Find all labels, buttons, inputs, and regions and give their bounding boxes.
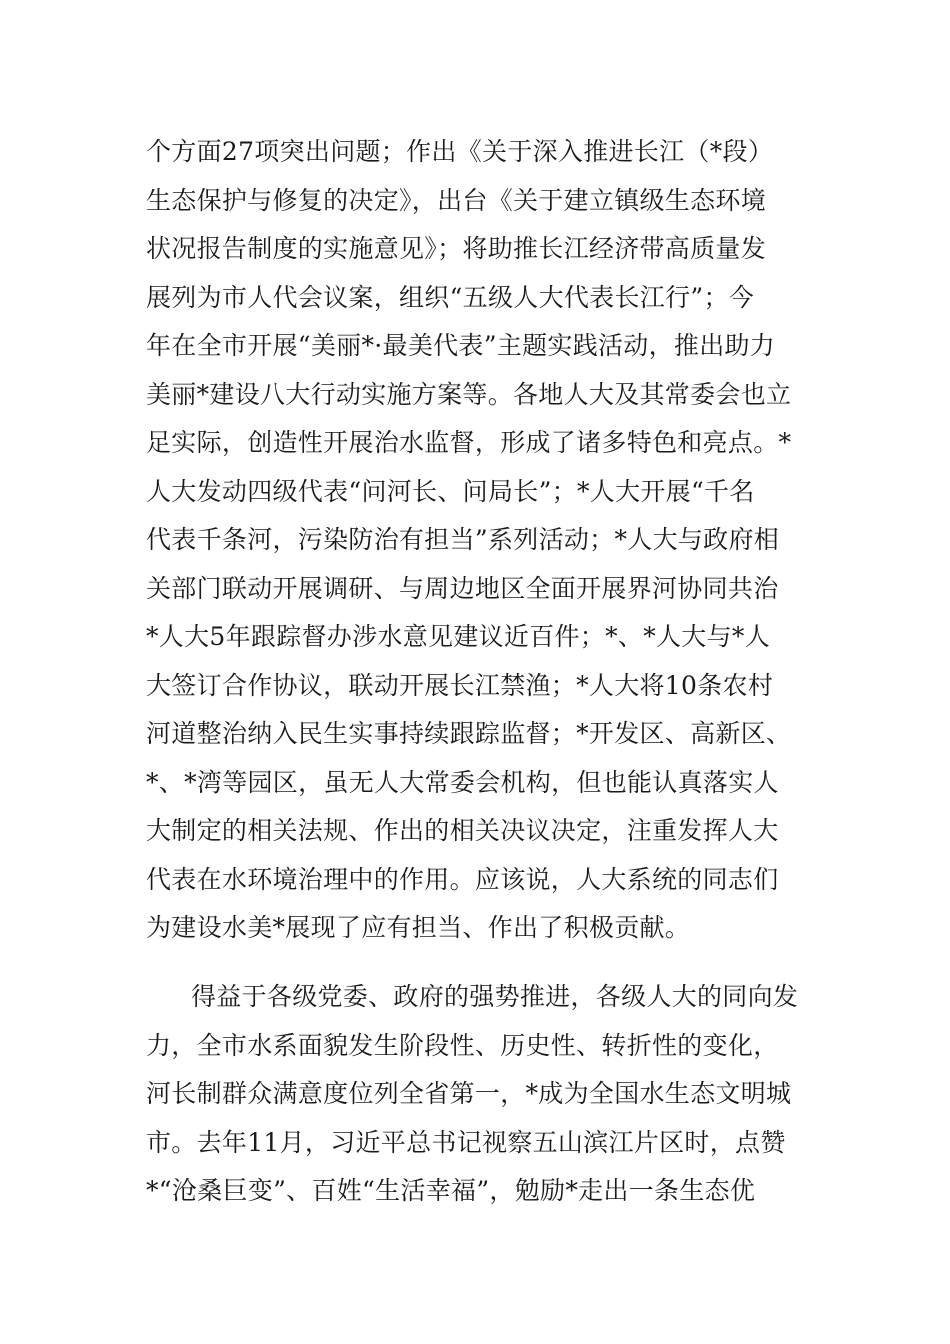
text-line: *人大5年跟踪督办涉水意见建议近百件；*、*人大与*人	[146, 622, 771, 651]
text-line: 力，全市水系面貌发生阶段性、历史性、转折性的变化，	[146, 1030, 779, 1060]
text-line: 关部门联动开展调研、与周边地区全面开展界河协同共治	[146, 573, 779, 603]
text-line: 大签订合作协议，联动开展长江禁渔；*人大将10条农村	[146, 670, 774, 700]
text-line: 状况报告制度的实施意见》；将助推长江经济带高质量发	[146, 234, 767, 263]
text-line: 大制定的相关法规、作出的相关决议决定，注重发挥人大	[146, 816, 779, 845]
text-line: *、*湾等园区，虽无人大常委会机构，但也能认真落实人	[146, 767, 779, 797]
text-line: 展列为市人代会议案，组织“五级人大代表长江行”；今	[146, 282, 755, 312]
text-line: 市。去年11月，习近平总书记视察五山滨江片区时，点赞	[146, 1127, 786, 1157]
text-line: 代表在水环境治理中的作用。应该说，人大系统的同志们	[146, 864, 779, 894]
text-line: 年在全市开展“美丽*·最美代表”主题实践活动，推出助力	[146, 331, 776, 360]
text-line: 个方面27项突出问题；作出《关于深入推进长江（*段）	[146, 137, 774, 166]
paragraph-1	[146, 128, 808, 953]
paragraph-2	[146, 973, 808, 1216]
text-line: 人大发动四级代表“问河长、问局长”；*人大开展“千名	[146, 476, 755, 506]
text-line: 河道整治纳入民生实事持续跟踪监督；*开发区、高新区、	[146, 719, 792, 748]
text-line: 生态保护与修复的决定》，出台《关于建立镇级生态环境	[146, 185, 767, 215]
text-line: 得益于各级党委、政府的强势推进，各级人大的同向发	[191, 982, 799, 1011]
text-line: 足实际，创造性开展治水监督，形成了诸多特色和亮点。*	[146, 428, 792, 457]
text-line: 美丽*建设八大行动实施方案等。各地人大及其常委会也立	[146, 379, 792, 409]
text-line: *“沧桑巨变”、百姓“生活幸福”，勉励*走出一条生态优	[146, 1176, 756, 1205]
text-line: 为建设水美*展现了应有担当、作出了积极贡献。	[146, 913, 691, 942]
text-line: 河长制群众满意度位列全省第一，*成为全国水生态文明城	[146, 1079, 792, 1108]
text-line: 代表千条河，污染防治有担当”系列活动；*人大与政府相	[146, 525, 780, 554]
